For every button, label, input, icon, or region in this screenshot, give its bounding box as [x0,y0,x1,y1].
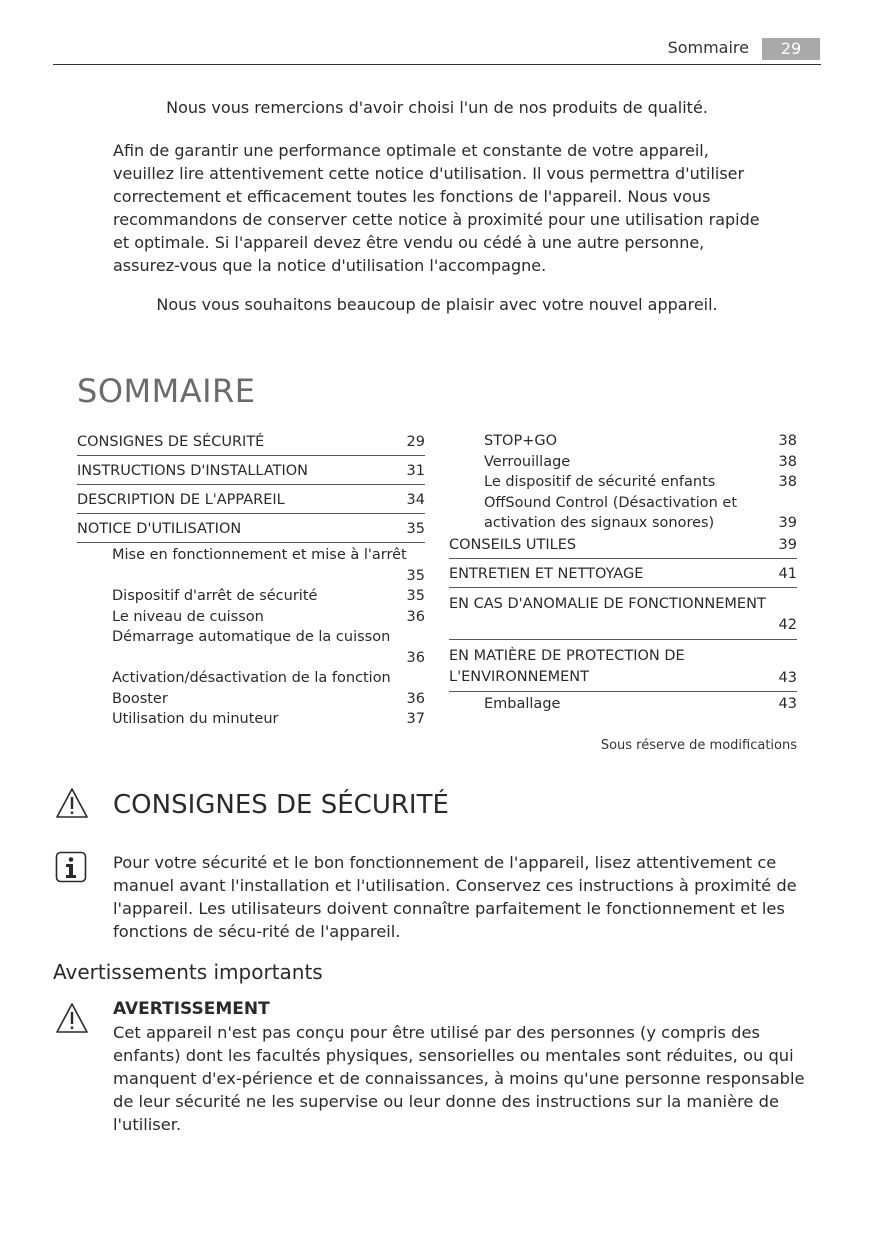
toc-subentry[interactable] [484,452,797,473]
page-number: 29 [762,38,820,60]
toc-entry-label: EN MATIÈRE DE PROTECTION DE L'ENVIRONNEMENT [449,647,685,685]
intro-thanks: Nous vous remercions d'avoir choisi l'un de nos produits de qualité. [166,98,708,117]
toc-entry-page: 36 [406,649,425,666]
toc-entry-page: 34 [406,492,425,508]
toc-subentry[interactable] [484,472,797,493]
toc-entry-label: ENTRETIEN ET NETTOYAGE [449,565,644,582]
toc-entry[interactable] [77,491,425,514]
section-title: CONSIGNES DE SÉCURITÉ [113,790,449,820]
toc-entry-page: 43 [778,695,797,712]
toc-subentry[interactable] [112,627,425,668]
toc-entry-page: 31 [406,463,425,479]
toc-subentry[interactable] [112,545,425,586]
toc-entry-label: Dispositif d'arrêt de sécurité [112,588,318,604]
warning-icon [55,787,89,823]
toc-entry-label: CONSIGNES DE SÉCURITÉ [77,434,265,450]
subsection-title: Avertissements importants [53,960,323,984]
toc-entry-page: 29 [406,434,425,450]
toc-entry-page: 36 [406,608,425,625]
toc-entry[interactable] [449,594,797,640]
warning-title: AVERTISSEMENT [113,999,270,1019]
toc-entry-label: EN CAS D'ANOMALIE DE FONCTIONNEMENT [449,595,766,612]
toc-entry-page: 41 [778,565,797,582]
toc-right-column [449,431,797,716]
toc-entry-label: DESCRIPTION DE L'APPAREIL [77,492,285,508]
warning-icon [55,1002,89,1038]
toc-entry-label: CONSEILS UTILES [449,536,577,553]
intro-wishes: Nous vous souhaitons beaucoup de plaisir avec votre nouvel appareil. [156,295,718,314]
running-header-title: Sommaire [667,38,749,57]
toc-entry-label: STOP+GO [484,433,558,449]
toc-entry-label: Emballage [484,695,561,712]
toc-entry-label: NOTICE D'UTILISATION [77,521,242,537]
info-icon [55,851,87,887]
toc-left-column [77,433,425,732]
toc-entry-page: 35 [406,521,425,537]
toc-entry-page: 43 [778,669,797,686]
toc-title: SOMMAIRE [77,372,256,410]
toc-subentries [449,694,797,715]
toc-subentries [77,545,425,730]
toc-entry-label: Activation/désactivation de la fonction Booster [112,670,391,707]
toc-entry-page: 35 [406,588,425,604]
warning-text: Cet appareil n'est pas conçu pour être utilisé par des personnes (y compris des enfants) dont les facultés physiques, sensorielles ou mentales sont réduites, ou qui manquent d'ex-périence et de connaissances, à moins qu'une personne responsable de leur sécurité ne les supervise ou leur donne des instructions sur la manière de l'utiliser. [113,1023,805,1134]
toc-subentry[interactable] [112,586,425,607]
toc-entry[interactable] [77,520,425,543]
toc-entry-page: 37 [406,711,425,727]
safety-intro: Pour votre sécurité et le bon fonctionnement de l'appareil, lisez attentivement ce manuel avant l'installation et l'utilisation. Conservez ces instructions à proximité de l'appareil. Les utilisateurs doivent connaître parfaitement le fonctionnement et les fonctions de sécu-rité de l'appareil. [113,853,797,941]
toc-entry-label: Démarrage automatique de la cuisson [112,629,391,645]
toc-entry-label: Le niveau de cuisson [112,608,264,625]
toc-subentries [449,431,797,534]
toc-subentry[interactable] [112,607,425,628]
toc-subentry[interactable] [484,493,797,534]
toc-entry-page: 38 [778,453,797,470]
toc-entry-page: 39 [778,515,797,531]
toc-entry-page: 36 [406,690,425,707]
toc-entry-label: Le dispositif de sécurité enfants [484,474,716,490]
header-rule [53,64,821,65]
toc-entry-label: Verrouillage [484,453,571,470]
toc-subentry[interactable] [112,668,425,709]
toc-entry[interactable] [77,462,425,485]
toc-entry-label: Mise en fonctionnement et mise à l'arrêt [112,547,407,563]
toc-entry-page: 42 [778,616,797,633]
toc-subentry[interactable] [484,431,797,452]
toc-subentry[interactable] [112,709,425,730]
toc-entry[interactable] [449,646,797,692]
toc-subentry[interactable] [484,694,797,715]
toc-entry-page: 35 [406,567,425,584]
toc-entry[interactable] [449,536,797,559]
toc-entry-page: 38 [778,474,797,490]
toc-entry-label: OffSound Control (Désactivation et activation des signaux sonores) [484,494,738,531]
toc-entry-label: INSTRUCTIONS D'INSTALLATION [77,463,309,479]
intro-paragraph: Afin de garantir une performance optimale et constante de votre appareil, veuillez lire attentivement cette notice d'utilisation. Il vous permettra d'utiliser correctement et efficacement toutes les fonctions de l'appareil. Nous vous recommandons de conserver cette notice à proximité pour une utilisation rapide et optimale. Si l'appareil devez être vendu ou cédé à une autre personne, assurez-vous que la notice d'utilisation l'accompagne. [113,141,760,275]
toc-entry-page: 39 [778,536,797,553]
toc-entry-page: 38 [778,433,797,449]
toc-entry-label: Utilisation du minuteur [112,711,279,727]
toc-note: Sous réserve de modifications [600,738,797,753]
toc-entry[interactable] [449,565,797,588]
toc-entry[interactable] [77,433,425,456]
